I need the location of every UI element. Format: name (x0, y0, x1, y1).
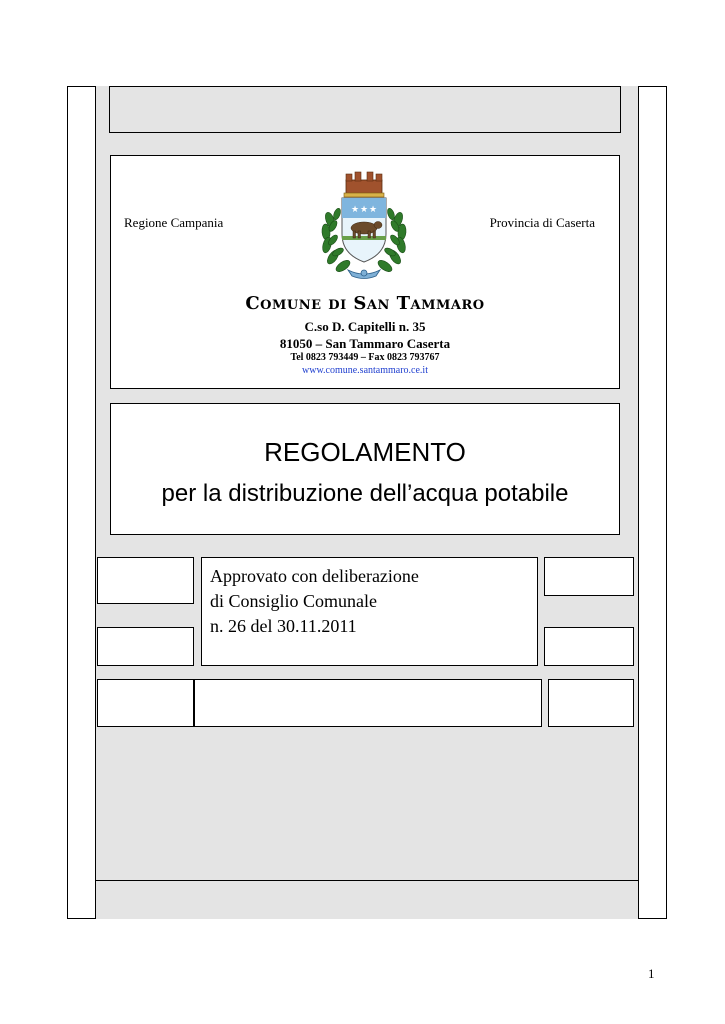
document-subtitle: per la distribuzione dell’acqua potabile (161, 480, 569, 507)
phone-fax: Tel 0823 793449 – Fax 0823 793767 (290, 352, 440, 363)
svg-text:★: ★ (360, 205, 369, 215)
right-small-box-1 (544, 557, 634, 596)
right-small-box-2 (544, 627, 634, 666)
approval-line-1: Approvato con deliberazione (210, 566, 419, 586)
approval-line-2: di Consiglio Comunale (210, 591, 378, 611)
svg-text:★: ★ (351, 205, 360, 215)
municipality-name: Comune di San Tammaro (245, 293, 485, 314)
website-link[interactable]: www.comune.santammaro.ce.it (302, 365, 428, 376)
address-city: 81050 – San Tammaro Caserta (279, 336, 451, 351)
right-box-row2 (548, 679, 634, 727)
address-street: C.so D. Capitelli n. 35 (304, 319, 426, 334)
top-header-box (109, 86, 621, 133)
left-small-box-2 (97, 627, 194, 666)
document-title: REGOLAMENTO (264, 437, 466, 467)
approval-text (210, 564, 419, 639)
approval-line-3: n. 26 del 30.11.2011 (210, 616, 357, 636)
province-label: Provincia di Caserta (489, 215, 595, 230)
regulation-title-box (110, 403, 620, 535)
center-box-row2 (194, 679, 542, 727)
svg-text:★: ★ (369, 205, 378, 215)
bottom-separator (95, 880, 639, 881)
municipal-crest-icon (318, 170, 410, 282)
left-small-box-1 (97, 557, 194, 604)
page-number: 1 (648, 966, 655, 981)
left-box-row2 (97, 679, 194, 727)
region-label: Regione Campania (124, 215, 224, 230)
